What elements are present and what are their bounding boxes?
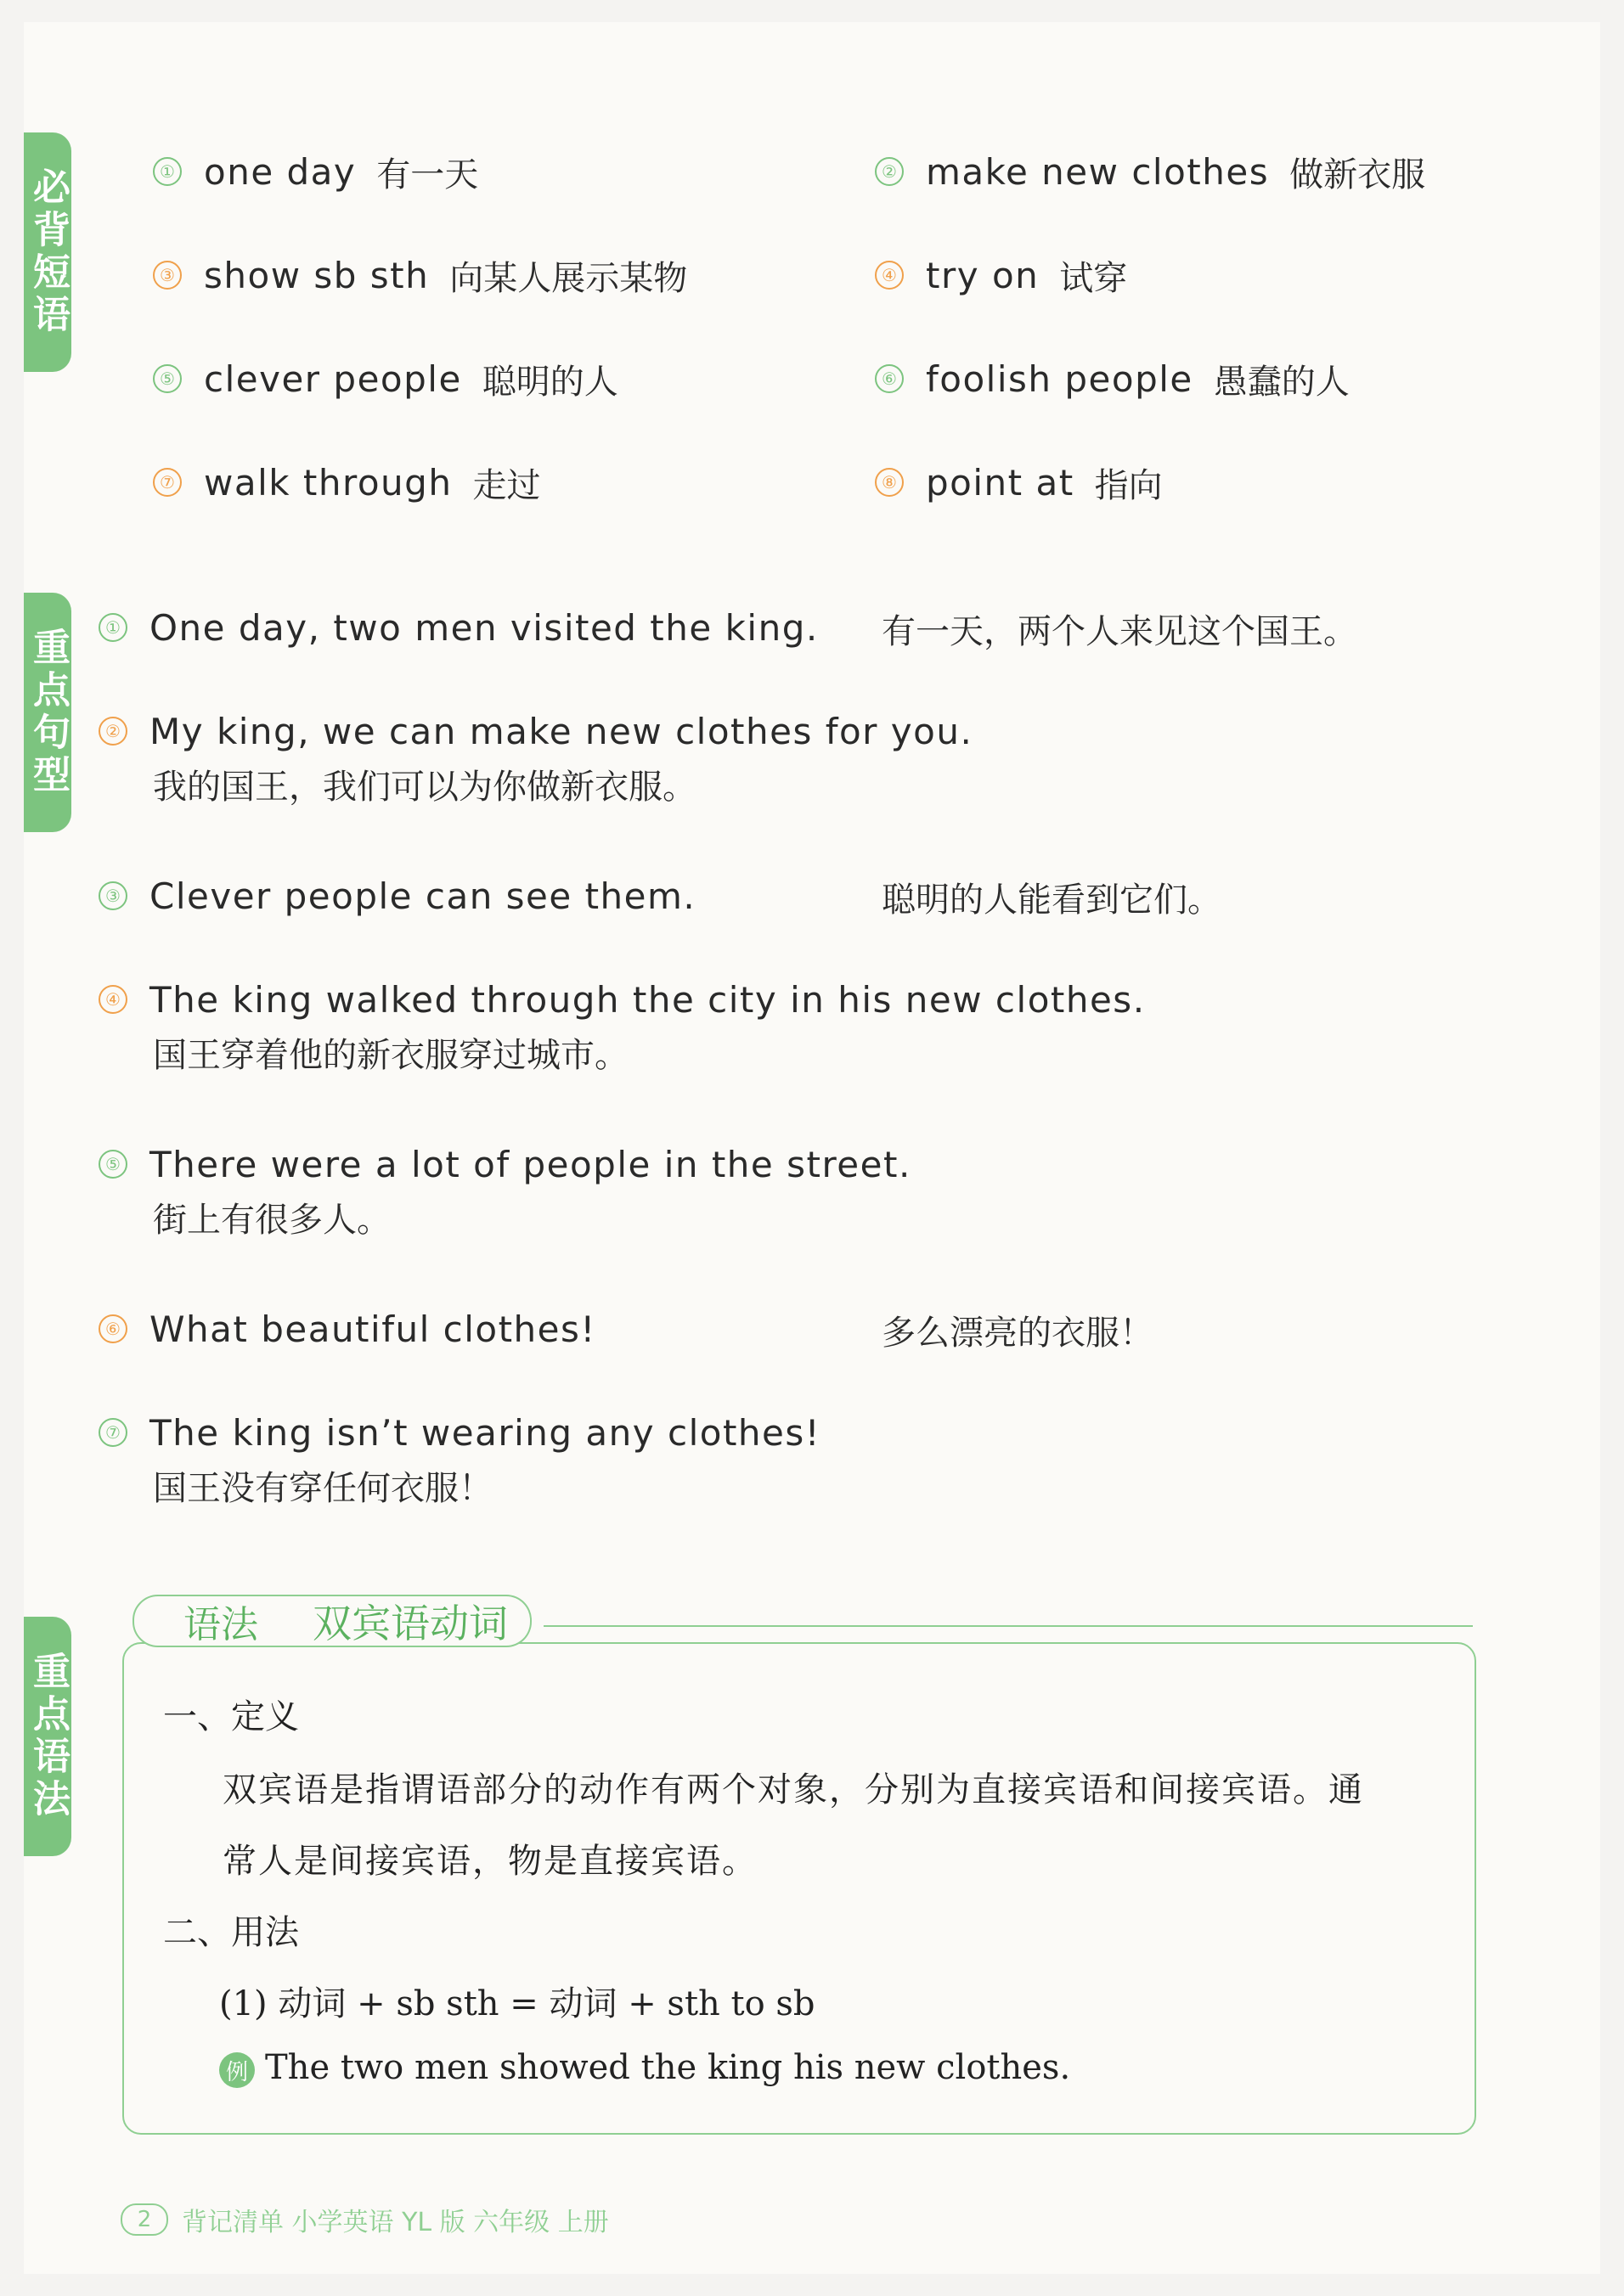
grammar-topic: 双宾语动词 <box>301 1595 532 1647</box>
phrase-english: try on <box>926 254 1040 296</box>
sentence-number: ② <box>99 717 127 746</box>
sentence-chinese: 国王穿着他的新衣服穿过城市。 <box>153 1035 629 1075</box>
example-badge: 例 <box>219 2052 255 2088</box>
phrase-number: ② <box>875 157 904 186</box>
sentence-english: Clever people can see them. <box>149 875 696 917</box>
side-tab-sentences-label: 重点句型 <box>26 627 70 797</box>
grammar-section-title: 二、用法 <box>163 1913 299 1952</box>
sentence-chinese: 多么漂亮的衣服！ <box>882 1314 1153 1353</box>
phrase-english: foolish people <box>926 357 1193 400</box>
phrase-number: ⑤ <box>153 364 182 393</box>
grammar-definition-line: 常人是间接宾语，物是直接宾语。 <box>223 1842 758 1881</box>
sentence-chinese: 街上有很多人。 <box>153 1200 391 1240</box>
phrase-chinese: 愚蠢的人 <box>1213 362 1350 402</box>
sentence-item <box>105 601 819 654</box>
sentence-item <box>105 869 696 922</box>
sentence-item <box>105 1138 911 1243</box>
phrase-english: point at <box>926 461 1074 504</box>
sentence-item <box>105 973 1146 1078</box>
phrase-number: ⑥ <box>875 364 904 393</box>
phrase-item <box>875 146 1425 197</box>
sentence-english: The king walked through the city in his new clothes. <box>149 978 1146 1021</box>
grammar-header <box>133 1595 532 1647</box>
phrase-chinese: 试穿 <box>1059 258 1128 298</box>
sentence-item <box>105 1406 821 1511</box>
phrase-item <box>153 457 540 508</box>
phrase-chinese: 向某人展示某物 <box>449 258 688 298</box>
sentence-number: ⑥ <box>99 1314 127 1343</box>
phrase-chinese: 指向 <box>1094 465 1163 505</box>
phrase-chinese: 有一天 <box>376 155 479 194</box>
grammar-section-title: 一、定义 <box>163 1697 299 1736</box>
grammar-header-rule <box>544 1625 1473 1627</box>
grammar-definition-line: 双宾语是指谓语部分的动作有两个对象，分别为直接宾语和间接宾语。通 <box>223 1770 1364 1809</box>
phrase-number: ⑧ <box>875 468 904 497</box>
footer-text: 背记清单 小学英语 YL 版 六年级 上册 <box>182 2208 609 2237</box>
phrase-number: ① <box>153 157 182 186</box>
sentence-english: One day, two men visited the king. <box>149 606 819 649</box>
phrase-english: one day <box>204 150 357 193</box>
sentence-number: ③ <box>99 881 127 910</box>
sentence-english: My king, we can make new clothes for you. <box>149 710 973 752</box>
sentence-english: The king isn’t wearing any clothes! <box>149 1411 821 1454</box>
sentence-number: ④ <box>99 985 127 1014</box>
phrase-chinese: 做新衣服 <box>1289 155 1426 194</box>
sentence-item <box>105 1303 596 1355</box>
phrase-english: make new clothes <box>926 150 1270 193</box>
phrase-item <box>153 146 478 197</box>
phrase-english: walk through <box>204 461 453 504</box>
page-footer <box>121 2201 609 2238</box>
side-tab-sentences[interactable] <box>24 593 71 832</box>
side-tab-grammar[interactable] <box>24 1617 71 1856</box>
sentence-chinese: 国王没有穿任何衣服！ <box>153 1468 493 1508</box>
sentence-number: ⑤ <box>99 1150 127 1179</box>
sentence-number: ⑦ <box>99 1418 127 1447</box>
phrase-item <box>875 353 1350 404</box>
phrase-number: ③ <box>153 261 182 290</box>
page-number: 2 <box>121 2203 168 2236</box>
sentence-chinese: 聪明的人能看到它们。 <box>882 881 1221 920</box>
grammar-tab-label: 语法 <box>133 1595 302 1647</box>
phrase-item <box>875 457 1163 508</box>
phrase-number: ④ <box>875 261 904 290</box>
side-tab-phrases[interactable] <box>24 132 71 372</box>
sentence-chinese: 有一天，两个人来见这个国王。 <box>882 612 1357 651</box>
side-tab-phrases-label: 必背短语 <box>26 167 70 337</box>
sentence-chinese: 我的国王，我们可以为你做新衣服。 <box>153 767 696 807</box>
phrase-chinese: 聪明的人 <box>482 362 618 402</box>
sentence-item <box>105 705 973 810</box>
phrase-english: clever people <box>204 357 462 400</box>
side-tab-grammar-label: 重点语法 <box>26 1652 70 1821</box>
phrase-english: show sb sth <box>204 254 430 296</box>
grammar-example <box>219 2048 1070 2088</box>
grammar-rule: (1) 动词 + sb sth = 动词 + sth to sb <box>219 1984 815 2023</box>
phrase-chinese: 走过 <box>472 465 541 505</box>
phrase-item <box>875 250 1127 301</box>
sentence-number: ① <box>99 613 127 642</box>
sentence-english: There were a lot of people in the street. <box>149 1143 911 1185</box>
phrase-number: ⑦ <box>153 468 182 497</box>
grammar-example-text: The two men showed the king his new clothes. <box>265 2048 1071 2087</box>
sentence-english: What beautiful clothes! <box>149 1308 596 1350</box>
phrase-item <box>153 250 687 301</box>
phrase-item <box>153 353 618 404</box>
